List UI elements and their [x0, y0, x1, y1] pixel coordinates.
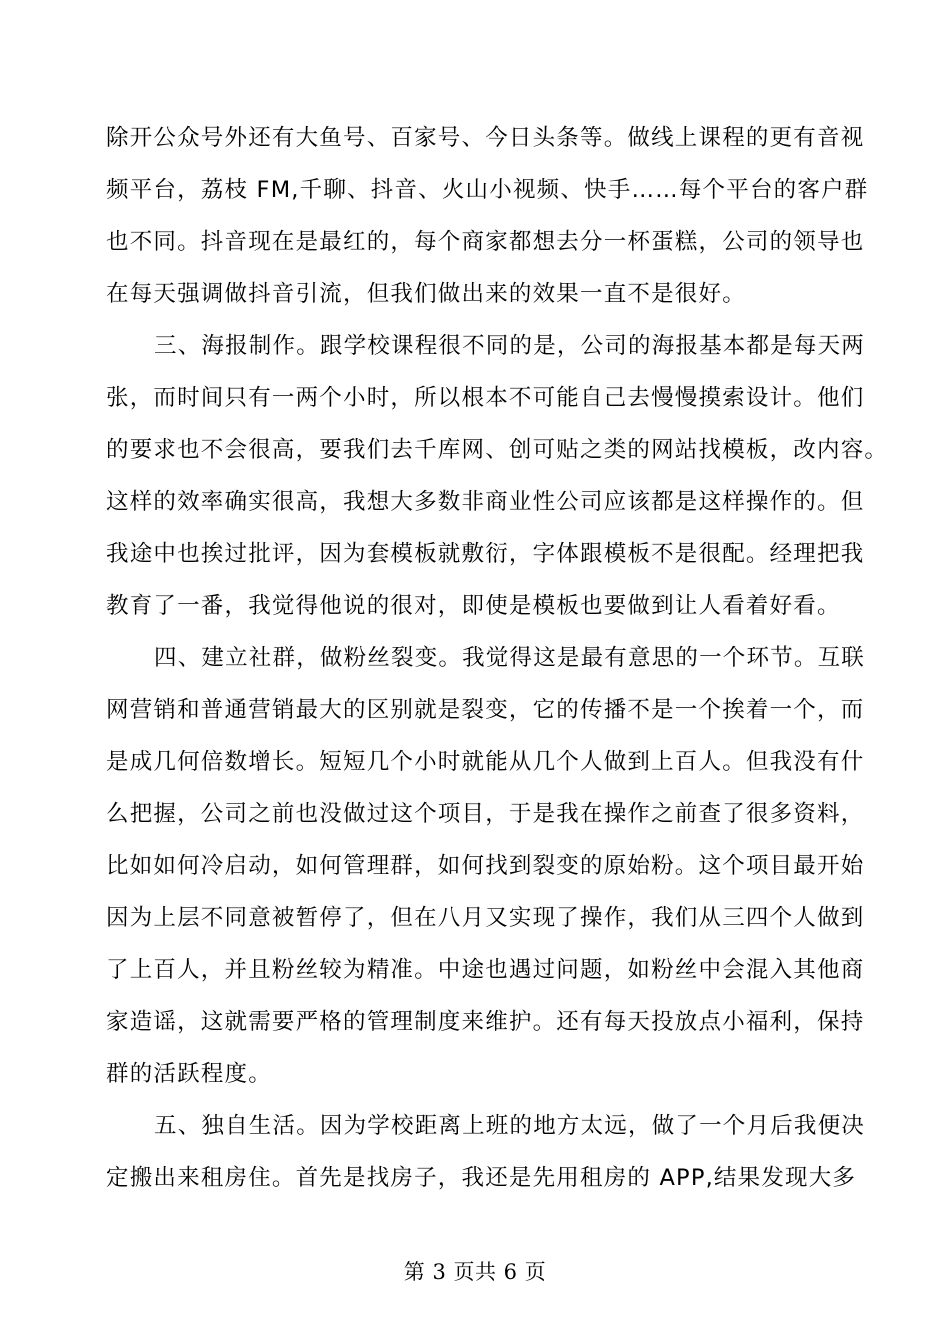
paragraph-poster-making	[106, 324, 889, 636]
text-line: 频平台，荔枝 FM,千聊、抖音、火山小视频、快手……每个平台的客户群	[106, 177, 869, 203]
text-line: 三、海报制作。跟学校课程很不同的是，公司的海报基本都是每天两	[154, 333, 866, 359]
text-line: 也不同。抖音现在是最红的，每个商家都想去分一杯蛋糕，公司的领导也	[106, 229, 865, 255]
text-line: 张，而时间只有一两个小时，所以根本不可能自己去慢慢摸索设计。他们	[106, 385, 865, 411]
paragraph-community-building	[106, 636, 866, 1104]
text-line: 了上百人，并且粉丝较为精准。中途也遇过问题，如粉丝中会混入其他商	[106, 957, 865, 983]
paragraph-living-alone	[106, 1104, 866, 1208]
text-line: 家造谣，这就需要严格的管理制度来维护。还有每天投放点小福利，保持	[106, 1009, 865, 1035]
text-line: 的要求也不会很高，要我们去千库网、创可贴之类的网站找模板，改内容。	[106, 437, 889, 463]
text-line: 除开公众号外还有大鱼号、百家号、今日头条等。做线上课程的更有音视	[106, 125, 865, 151]
text-line: 是成几何倍数增长。短短几个小时就能从几个人做到上百人。但我没有什	[106, 749, 865, 775]
page-number-footer: 第 3 页共 6 页	[403, 1260, 547, 1284]
text-line: 因为上层不同意被暂停了，但在八月又实现了操作，我们从三四个人做到	[106, 905, 865, 931]
document-body	[106, 116, 889, 1208]
text-line: 五、独自生活。因为学校距离上班的地方太远，做了一个月后我便决	[154, 1113, 866, 1139]
text-line: 这样的效率确实很高，我想大多数非商业性公司应该都是这样操作的。但	[106, 489, 865, 515]
text-line: 我途中也挨过批评，因为套模板就敷衍，字体跟模板不是很配。经理把我	[106, 541, 865, 567]
text-line: 比如如何冷启动，如何管理群，如何找到裂变的原始粉。这个项目最开始	[106, 853, 865, 879]
text-line: 群的活跃程度。	[106, 1061, 272, 1087]
text-line: 网营销和普通营销最大的区别就是裂变，它的传播不是一个挨着一个，而	[106, 697, 865, 723]
text-line: 在每天强调做抖音引流，但我们做出来的效果一直不是很好。	[106, 281, 746, 307]
text-line: 四、建立社群，做粉丝裂变。我觉得这是最有意思的一个环节。互联	[154, 645, 866, 671]
text-line: 么把握，公司之前也没做过这个项目，于是我在操作之前查了很多资料，	[106, 801, 865, 827]
paragraph-platforms	[106, 116, 869, 324]
text-line: 定搬出来租房住。首先是找房子，我还是先用租房的 APP,结果发现大多	[106, 1165, 857, 1191]
text-line: 教育了一番，我觉得他说的很对，即使是模板也要做到让人看着好看。	[106, 593, 841, 619]
